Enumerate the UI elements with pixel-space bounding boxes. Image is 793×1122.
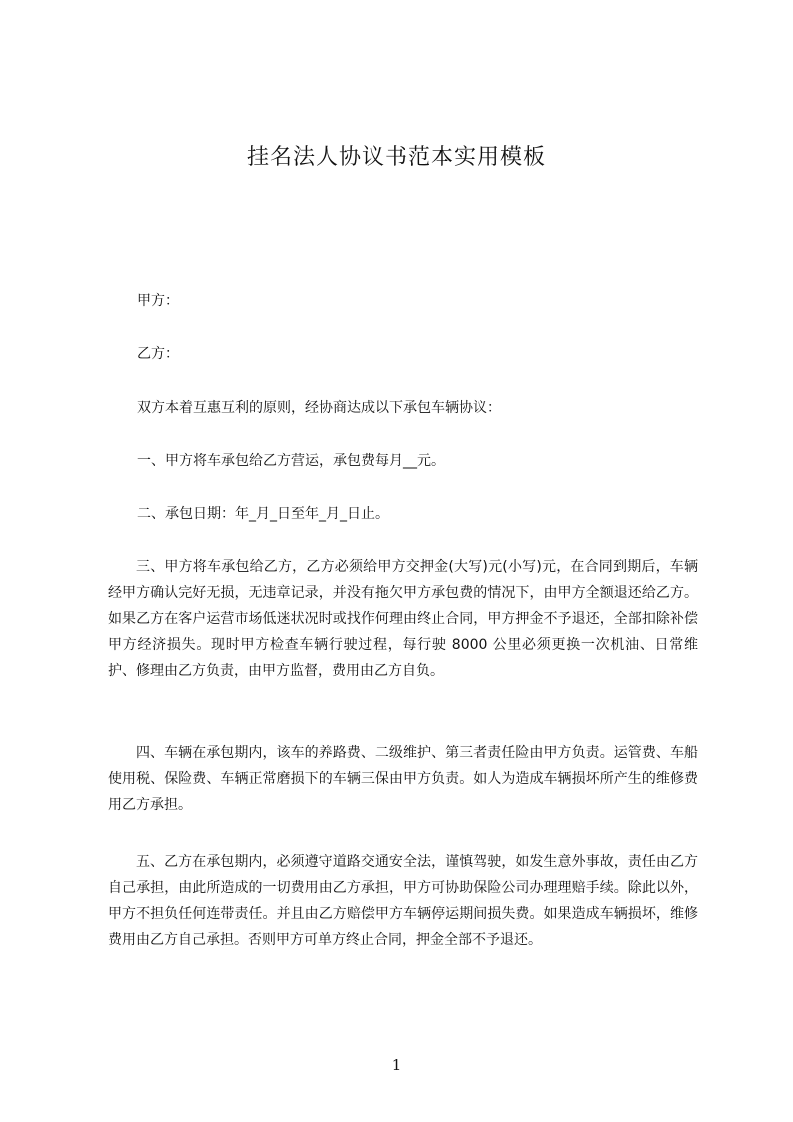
clause-2: 二、承包日期：年_月_日至年_月_日止。: [137, 506, 389, 522]
clause-4: 四、车辆在承包期内，该车的养路费、二级维护、第三者责任险由甲方负责。运管费、车船使用税、保险费、车辆正常磨损下的车辆三保由甲方负责。如人为造成车辆损坏所产生的维修费用乙方承担。: [108, 745, 698, 813]
clause-3: 三、甲方将车承包给乙方，乙方必须给甲方交押金(大写)元(小写)元，在合同到期后，车辆经甲方确认完好无损，无违章记录，并没有拖欠甲方承包费的情况下，由甲方全额退还给乙方。如果乙方在客户运营市场低迷状况时或找作何理由终止合同，甲方押金不予退还，全部扣除补偿甲方经济损失。现时甲方检查车辆行驶过程，每行驶 8000 公里必须更换一次机油、日常维护、修理由乙方负责，由甲方监督，费用由乙方自负。: [108, 559, 698, 679]
document-title: 挂名法人协议书范本实用模板: [246, 145, 546, 170]
clause-1: 一、甲方将车承包给乙方营运，承包费每月__元。: [137, 453, 445, 469]
page-number: 1: [391, 1056, 402, 1074]
intro-text: 双方本着互惠互利的原则，经协商达成以下承包车辆协议：: [137, 400, 501, 416]
party-b-label: 乙方：: [137, 346, 179, 362]
clause-5: 五、乙方在承包期内，必须遵守道路交通安全法，谨慎驾驶，如发生意外事故，责任由乙方自己承担，由此所造成的一切费用由乙方承担，甲方可协助保险公司办理理赔手续。除此以外，甲方不担负任何连带责任。并且由乙方赔偿甲方车辆停运期间损失费。如果造成车辆损坏，维修费用由乙方自己承担。否则甲方可单方终止合同，押金全部不予退还。: [108, 854, 698, 948]
party-a-label: 甲方：: [137, 293, 179, 309]
